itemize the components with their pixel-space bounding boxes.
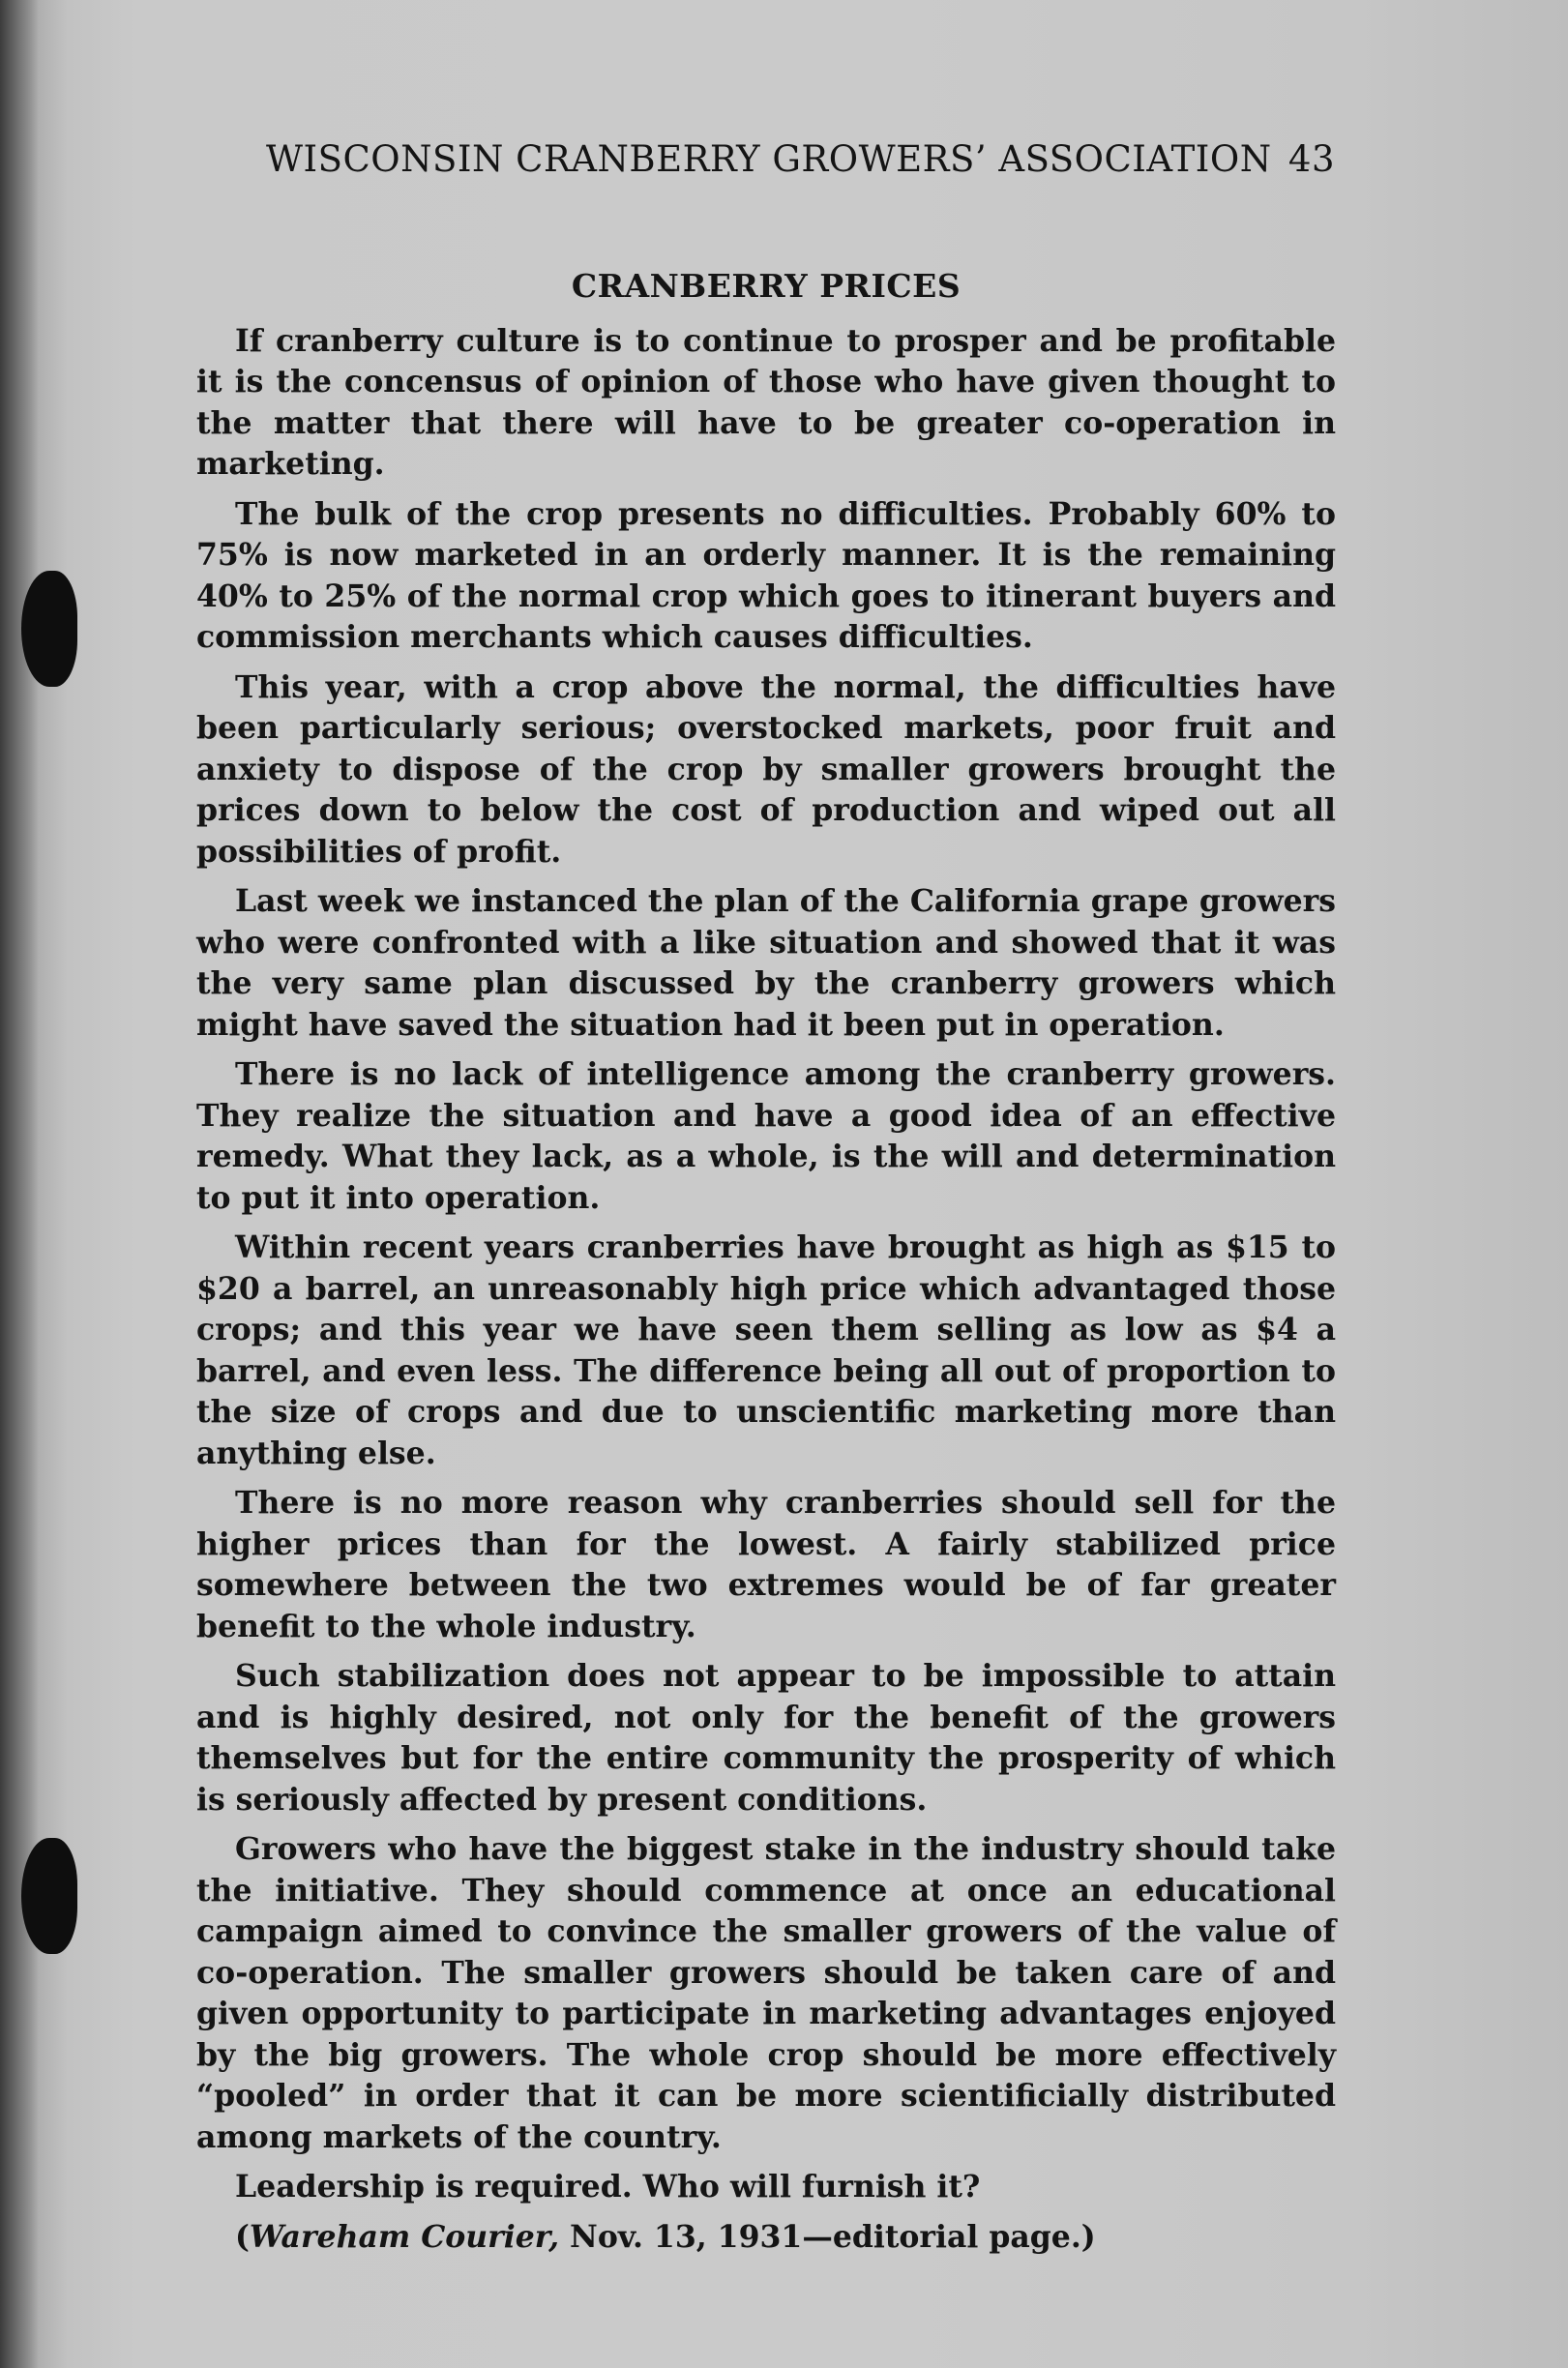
paragraph: The bulk of the crop presents no difficulties. Probably 60% to 75% is now marketed in an orderly manner. It is the remaining 40% to 25% of the normal crop which goes to itinerant buyers and commission merchants which causes difficulties. — [196, 495, 1336, 655]
paragraph: Within recent years cranberries have brought as high as $15 to $20 a barrel, an unreasonably high price which advantaged those crops; and this year we have seen them selling as low as $4 a barrel, and even less. The difference being all out of proportion to the size of crops and due to unscientific marketing more than anything else. — [196, 1229, 1336, 1471]
paragraph: This year, with a crop above the normal, the difficulties have been particularly serious; overstocked markets, poor fruit and anxiety to dispose of the crop by smaller growers brought the prices down to below the cost of production and wiped out all possibilities of profit. — [196, 668, 1336, 870]
paragraph: Leadership is required. Who will furnish it? — [235, 2169, 981, 2205]
punch-hole-mark-top — [21, 571, 77, 687]
punch-hole-mark-bottom — [21, 1838, 77, 1954]
page-number: 43 — [1287, 138, 1335, 180]
running-head-title: WISCONSIN CRANBERRY GROWERS’ ASSOCIATION — [266, 138, 1272, 180]
paragraph: There is no lack of intelligence among the cranberry growers. They realize the situation and have a good idea of an effective remedy. What they lack, as a whole, is the will and determination to put it into operation. — [196, 1056, 1336, 1216]
paragraph: Growers who have the biggest stake in the industry should take the initiative. They should commence at once an educational campaign aimed to convince the smaller growers of the value of co-operation. The smaller growers should be taken care of and given opportunity to participate in marketing advantages enjoyed by the big growers. The whole crop should be more effectively “pooled” in order that it can be more scientificially distributed among markets of the country. — [196, 1831, 1336, 2155]
source-citation — [196, 2217, 1336, 2259]
citation-open-paren: ( — [235, 2218, 250, 2255]
running-head — [266, 138, 1335, 180]
citation-details: Nov. 13, 1931—editorial page.) — [559, 2218, 1096, 2255]
article — [196, 266, 1336, 2258]
paragraph: There is no more reason why cranberries should sell for the higher prices than for the lowest. A fairly stabilized price somewhere between the two extremes would be of far greater benefit to the whole industry. — [196, 1485, 1336, 1644]
article-title: CRANBERRY PRICES — [571, 267, 962, 305]
publication-name: Wareham Courier, — [249, 2218, 560, 2255]
paragraph: Such stabilization does not appear to be impossible to attain and is highly desired, not only for the benefit of the growers themselves but for the entire community the prosperity of which is seriously affected by present conditions. — [196, 1658, 1336, 1818]
binding-shadow — [0, 0, 39, 2368]
paragraph: Last week we instanced the plan of the California grape growers who were confronted with a like situation and showed that it was the very same plan discussed by the cranberry growers which might have saved the situation had it been put in operation. — [196, 883, 1336, 1043]
paragraph: If cranberry culture is to continue to prosper and be profitable it is the concensus of opinion of those who have given thought to the matter that there will have to be greater co-operation in marketing. — [196, 322, 1336, 482]
